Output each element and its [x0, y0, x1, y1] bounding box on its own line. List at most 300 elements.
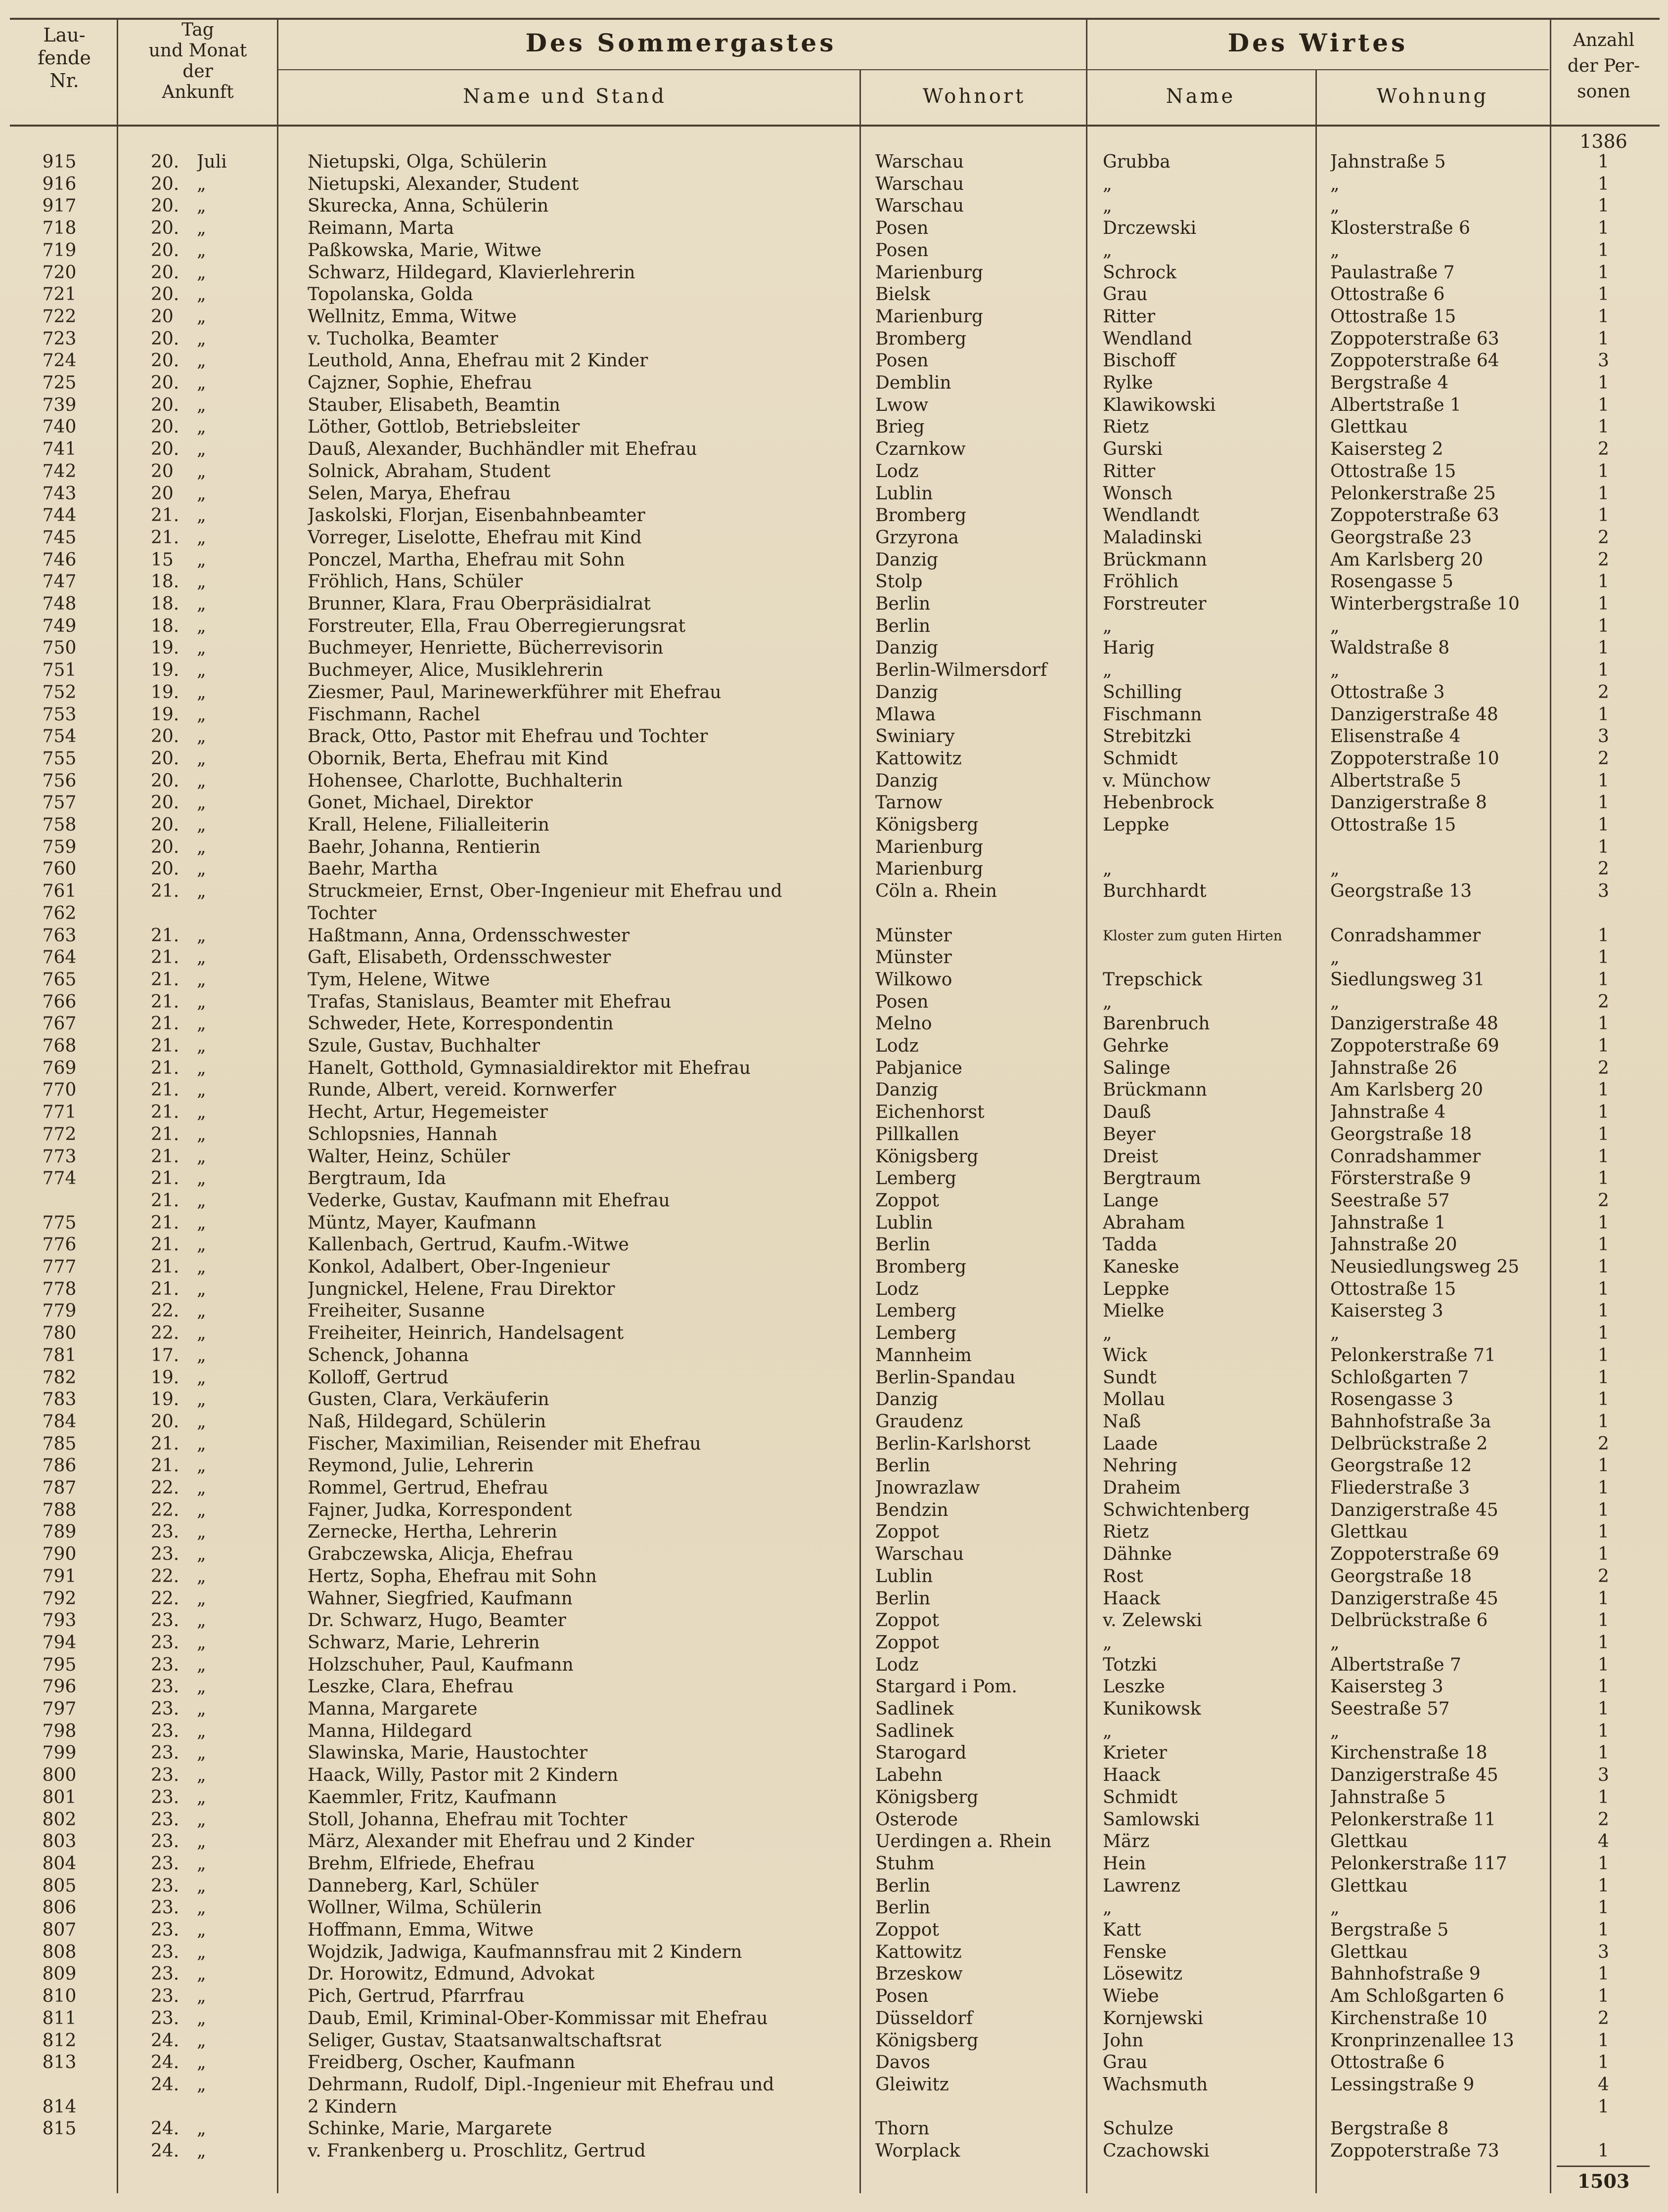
- table-row: [0, 1389, 1668, 1411]
- host-address: Albertstraße 1: [1330, 395, 1461, 415]
- host-name: Schrock: [1103, 263, 1176, 283]
- entry-number: 750: [42, 638, 77, 658]
- arrival-month: „: [197, 2052, 206, 2073]
- guest-residence: Tarnow: [875, 793, 943, 813]
- arrival-month: „: [197, 218, 206, 238]
- host-name: Katt: [1103, 1920, 1141, 1940]
- guest-name-status: Dr. Horowitz, Edmund, Advokat: [308, 1964, 595, 1984]
- host-address: „: [1330, 859, 1340, 879]
- arrival-month: „: [197, 1279, 206, 1299]
- host-address: Glettkau: [1330, 417, 1408, 437]
- guest-name-status: Schwarz, Marie, Lehrerin: [308, 1633, 540, 1653]
- person-count: 1: [1598, 1522, 1609, 1542]
- entry-number: 762: [42, 903, 77, 924]
- host-address: Seestraße 57: [1330, 1699, 1450, 1719]
- host-address: Jahnstraße 5: [1330, 1787, 1446, 1808]
- arrival-day: 21.: [151, 881, 180, 901]
- table-row: [0, 1013, 1668, 1035]
- arrival-month: „: [197, 1147, 206, 1167]
- guest-name-status: Gonet, Michael, Direktor: [308, 793, 533, 813]
- table-row: [0, 1787, 1668, 1809]
- person-count: 1: [1598, 970, 1609, 990]
- entry-number: 803: [42, 1831, 77, 1852]
- person-count: 3: [1598, 726, 1609, 747]
- arrival-month: „: [197, 837, 206, 857]
- person-count: 2: [1598, 1566, 1609, 1587]
- guest-name-status: Müntz, Mayer, Kaufmann: [308, 1213, 537, 1233]
- guest-name-status: Schwarz, Hildegard, Klavierlehrerin: [308, 263, 635, 283]
- arrival-month: „: [197, 1191, 206, 1211]
- guest-residence: Berlin: [875, 1235, 931, 1255]
- person-count: 1: [1598, 1854, 1609, 1874]
- entry-number: 780: [42, 1323, 77, 1343]
- guest-residence: Königsberg: [875, 1147, 979, 1167]
- host-name: Krieter: [1103, 1743, 1167, 1763]
- guest-name-status: Fajner, Judka, Korrespondent: [308, 1500, 572, 1520]
- person-count: 2: [1598, 859, 1609, 879]
- arrival-day: 20.: [151, 439, 180, 459]
- table-row: [0, 1942, 1668, 1963]
- guest-name-status: Löther, Gottlob, Betriebsleiter: [308, 417, 580, 437]
- guest-name-status: Fischer, Maximilian, Reisender mit Ehefrau: [308, 1434, 701, 1454]
- host-name: Brückmann: [1103, 550, 1207, 570]
- entry-number: 776: [42, 1235, 77, 1255]
- arrival-day: 23.: [151, 1920, 180, 1940]
- table-row: [0, 505, 1668, 527]
- table-row: [0, 1300, 1668, 1322]
- host-address: „: [1330, 174, 1340, 194]
- person-count: 1: [1598, 638, 1609, 658]
- guest-residence: Bielsk: [875, 284, 931, 305]
- host-name: John: [1103, 2031, 1144, 2051]
- arrival-day: 19.: [151, 682, 180, 703]
- arrival-day: 20.: [151, 174, 180, 194]
- col-host-name-header: Name: [1166, 85, 1236, 108]
- host-name: Harig: [1103, 638, 1155, 658]
- guest-name-status: Jaskolski, Florjan, Eisenbahnbeamter: [308, 505, 645, 526]
- arrival-month: „: [197, 196, 206, 216]
- host-address: Winterbergstraße 10: [1330, 594, 1520, 614]
- person-count: 1: [1598, 947, 1609, 968]
- guest-residence: Labehn: [875, 1765, 943, 1785]
- host-name: Leppke: [1103, 815, 1170, 835]
- table-row: [0, 1433, 1668, 1455]
- person-count: 1: [1598, 1721, 1609, 1741]
- host-address: Ottostraße 15: [1330, 815, 1456, 835]
- person-count: 2: [1598, 749, 1609, 769]
- arrival-month: „: [197, 1589, 206, 1609]
- table-row: [0, 1168, 1668, 1190]
- guest-residence: Posen: [875, 240, 929, 261]
- arrival-day: 15: [151, 550, 174, 570]
- arrival-month: „: [197, 638, 206, 658]
- table-row: [0, 1279, 1668, 1300]
- guest-name-status: Leszke, Clara, Ehefrau: [308, 1677, 514, 1697]
- table-row: [0, 637, 1668, 659]
- host-address: „: [1330, 616, 1340, 636]
- entry-number: 743: [42, 484, 77, 504]
- guest-name-status: Szule, Gustav, Buchhalter: [308, 1036, 540, 1056]
- entry-number: 793: [42, 1610, 77, 1631]
- guest-residence: Swiniary: [875, 726, 955, 747]
- person-count: 1: [1598, 1389, 1609, 1410]
- table-row: [0, 704, 1668, 726]
- guest-residence: Berlin: [875, 616, 931, 636]
- person-count: 3: [1598, 1942, 1609, 1962]
- guest-residence: Lodz: [875, 1655, 919, 1675]
- host-name: Gurski: [1103, 439, 1163, 459]
- guest-residence: Stolp: [875, 572, 923, 592]
- arrival-month: „: [197, 373, 206, 393]
- host-address: Ottostraße 6: [1330, 2052, 1445, 2073]
- arrival-month: „: [197, 1235, 206, 1255]
- guest-residence: Zoppot: [875, 1920, 939, 1940]
- table-row: [0, 1765, 1668, 1786]
- person-count: 1: [1598, 2052, 1609, 2073]
- entry-number: 758: [42, 815, 77, 835]
- guest-name-status: Danneberg, Karl, Schüler: [308, 1876, 539, 1896]
- host-address: Pelonkerstraße 11: [1330, 1810, 1496, 1830]
- entry-number: 740: [42, 417, 77, 437]
- host-name: „: [1103, 1898, 1112, 1918]
- host-name: Rietz: [1103, 417, 1149, 437]
- guest-name-status: Trafas, Stanislaus, Beamter mit Ehefrau: [308, 992, 672, 1012]
- host-name: Grau: [1103, 284, 1148, 305]
- table-row: [0, 682, 1668, 704]
- guest-name-status: Hohensee, Charlotte, Buchhalterin: [308, 771, 623, 791]
- guest-residence: Marienburg: [875, 859, 984, 879]
- table-row: [0, 593, 1668, 615]
- entry-number: 781: [42, 1345, 77, 1366]
- host-name: Schwichtenberg: [1103, 1500, 1250, 1520]
- arrival-day: 20.: [151, 793, 180, 813]
- guest-residence: Danzig: [875, 638, 939, 658]
- host-name: Ritter: [1103, 307, 1156, 327]
- person-count: 2: [1598, 550, 1609, 570]
- guest-name-status: Kaemmler, Fritz, Kaufmann: [308, 1787, 557, 1808]
- host-address: „: [1330, 196, 1340, 216]
- arrival-month: „: [197, 1854, 206, 1874]
- host-address: Rosengasse 5: [1330, 572, 1453, 592]
- arrival-month: „: [197, 1831, 206, 1852]
- arrival-day: 20.: [151, 373, 180, 393]
- guest-residence: Cöln a. Rhein: [875, 881, 997, 901]
- guest-name-status: Hoffmann, Emma, Witwe: [308, 1920, 534, 1940]
- table-row: [0, 1853, 1668, 1875]
- table-row: [0, 1809, 1668, 1831]
- guest-name-status: Wojdzik, Jadwiga, Kaufmannsfrau mit 2 Kindern: [308, 1942, 742, 1962]
- person-count: 1: [1598, 461, 1609, 482]
- person-count: 1: [1598, 660, 1609, 680]
- host-address: Albertstraße 5: [1330, 771, 1461, 791]
- entry-number: 725: [42, 373, 77, 393]
- guest-residence: Lodz: [875, 461, 919, 482]
- guest-residence: Lodz: [875, 1036, 919, 1056]
- person-count: 1: [1598, 1986, 1609, 2006]
- carry-over-count: 1386: [1579, 131, 1627, 152]
- arrival-day: 21.: [151, 947, 180, 968]
- guest-residence: Starogard: [875, 1743, 967, 1763]
- entry-number: 800: [42, 1765, 77, 1785]
- entry-number: 794: [42, 1633, 77, 1653]
- person-count: 1: [1598, 1876, 1609, 1896]
- guest-residence: Warschau: [875, 152, 964, 172]
- entry-number: 915: [42, 152, 77, 172]
- arrival-month: „: [197, 417, 206, 437]
- arrival-month: „: [197, 461, 206, 482]
- host-address: „: [1330, 1898, 1340, 1918]
- host-name: Samlowski: [1103, 1810, 1200, 1830]
- arrival-day: 20: [151, 461, 174, 482]
- arrival-day: 20: [151, 484, 174, 504]
- host-name: Sundt: [1103, 1368, 1157, 1388]
- guest-name-status: Rommel, Gertrud, Ehefrau: [308, 1478, 548, 1498]
- person-count: 2: [1598, 439, 1609, 459]
- arrival-month: „: [197, 307, 206, 327]
- arrival-day: 20.: [151, 196, 180, 216]
- guest-name-status: Forstreuter, Ella, Frau Oberregierungsrat: [308, 616, 686, 636]
- guest-residence: Thorn: [875, 2119, 930, 2139]
- person-count: 1: [1598, 152, 1609, 172]
- guest-name-status: Skurecka, Anna, Schülerin: [308, 196, 549, 216]
- table-row: [0, 439, 1668, 460]
- host-address: Schloßgarten 7: [1330, 1368, 1469, 1388]
- host-name: Schilling: [1103, 682, 1182, 703]
- guest-name-status: Brehm, Elfriede, Ehefrau: [308, 1854, 535, 1874]
- entry-number: 804: [42, 1854, 77, 1874]
- entry-number: 721: [42, 284, 77, 305]
- arrival-month: „: [197, 1876, 206, 1896]
- guest-name-status: Kallenbach, Gertrud, Kaufm.-Witwe: [308, 1235, 629, 1255]
- entry-number: 797: [42, 1699, 77, 1719]
- host-address: Ottostraße 15: [1330, 307, 1456, 327]
- col-count-header: Anzahl der Per- sonen: [1567, 30, 1640, 102]
- host-address: „: [1330, 660, 1340, 680]
- arrival-month: „: [197, 1434, 206, 1454]
- arrival-month: „: [197, 682, 206, 703]
- guest-name-status: Vederke, Gustav, Kaufmann mit Ehefrau: [308, 1191, 670, 1211]
- arrival-day: 18.: [151, 594, 180, 614]
- entry-number: 787: [42, 1478, 77, 1498]
- entry-number: 751: [42, 660, 77, 680]
- arrival-day: 23.: [151, 1810, 180, 1830]
- host-address: Georgstraße 18: [1330, 1124, 1472, 1145]
- guest-name-status: Cajzner, Sophie, Ehefrau: [308, 373, 532, 393]
- person-count: 1: [1598, 1080, 1609, 1100]
- guest-residence: Stargard i Pom.: [875, 1677, 1017, 1697]
- person-count: 1: [1598, 218, 1609, 238]
- arrival-month: Juli: [197, 152, 227, 172]
- guest-residence: Berlin: [875, 1456, 931, 1476]
- person-count: 1: [1598, 926, 1609, 946]
- table-row: [0, 549, 1668, 571]
- table-row: [0, 770, 1668, 792]
- arrival-month: „: [197, 2141, 206, 2161]
- arrival-month: „: [197, 528, 206, 548]
- arrival-day: 23.: [151, 1854, 180, 1874]
- host-address: Zoppoterstraße 10: [1330, 749, 1499, 769]
- entry-number: 814: [42, 2097, 77, 2117]
- guest-residence: Marienburg: [875, 837, 984, 857]
- entry-number: 771: [42, 1102, 77, 1122]
- person-count: 1: [1598, 1544, 1609, 1564]
- entry-number: 765: [42, 970, 77, 990]
- guest-name-status: Baehr, Johanna, Rentierin: [308, 837, 541, 857]
- host-name: Klawikowski: [1103, 395, 1216, 415]
- arrival-month: „: [197, 1301, 206, 1321]
- arrival-day: 21.: [151, 1168, 180, 1189]
- person-count: 1: [1598, 1168, 1609, 1189]
- table-row: [0, 262, 1668, 284]
- table-row: [0, 1521, 1668, 1543]
- arrival-month: „: [197, 1102, 206, 1122]
- table-row: [0, 2140, 1668, 2162]
- arrival-day: 23.: [151, 1787, 180, 1808]
- person-count: 1: [1598, 1124, 1609, 1145]
- person-count: 1: [1598, 484, 1609, 504]
- host-address: Delbrückstraße 6: [1330, 1610, 1488, 1631]
- host-name: „: [1103, 616, 1112, 636]
- guest-name-status: Buchmeyer, Alice, Musiklehrerin: [308, 660, 603, 680]
- table-row: [0, 748, 1668, 770]
- guest-name-status: Pich, Gertrud, Pfarrfrau: [308, 1986, 525, 2006]
- table-row: [0, 1588, 1668, 1610]
- arrival-month: „: [197, 1677, 206, 1697]
- person-count: 1: [1598, 1964, 1609, 1984]
- arrival-month: „: [197, 395, 206, 415]
- host-name: „: [1103, 240, 1112, 261]
- arrival-day: 21.: [151, 1058, 180, 1078]
- person-count: 2: [1598, 992, 1609, 1012]
- arrival-month: „: [197, 1522, 206, 1542]
- guest-residence: Mannheim: [875, 1345, 972, 1366]
- guest-name-status: Buchmeyer, Henriette, Bücherrevisorin: [308, 638, 664, 658]
- host-name: Leszke: [1103, 1677, 1165, 1697]
- host-name: Dauß: [1103, 1102, 1151, 1122]
- table-row: [0, 1058, 1668, 1079]
- guest-name-status: Schlopsnies, Hannah: [308, 1124, 497, 1145]
- col-nr-header: Lau- fende Nr.: [38, 24, 91, 91]
- person-count: 1: [1598, 1235, 1609, 1255]
- entry-number: 719: [42, 240, 77, 261]
- arrival-month: „: [197, 1721, 206, 1741]
- arrival-month: „: [197, 1168, 206, 1189]
- arrival-month: „: [197, 726, 206, 747]
- guest-name-status: Dehrmann, Rudolf, Dipl.-Ingenieur mit Ehefrau und: [308, 2075, 774, 2095]
- host-address: Rosengasse 3: [1330, 1389, 1453, 1410]
- entry-number: 769: [42, 1058, 77, 1078]
- guest-residence: Lemberg: [875, 1168, 956, 1189]
- person-count: 1: [1598, 2097, 1609, 2117]
- person-count: 1: [1598, 1699, 1609, 1719]
- host-address: Ottostraße 3: [1330, 682, 1445, 703]
- entry-number: 745: [42, 528, 77, 548]
- entry-number: 766: [42, 992, 77, 1012]
- arrival-day: 20.: [151, 284, 180, 305]
- host-address: Waldstraße 8: [1330, 638, 1450, 658]
- host-address: Zoppoterstraße 69: [1330, 1036, 1499, 1056]
- entry-number: 778: [42, 1279, 77, 1299]
- table-row: [0, 903, 1668, 925]
- host-address: Paulastraße 7: [1330, 263, 1455, 283]
- table-row: [0, 1411, 1668, 1433]
- guest-residence: Davos: [875, 2052, 930, 2073]
- arrival-month: „: [197, 815, 206, 835]
- entry-number: 763: [42, 926, 77, 946]
- arrival-month: „: [197, 1478, 206, 1498]
- guest-residence: Osterode: [875, 1810, 958, 1830]
- arrival-day: 18.: [151, 572, 180, 592]
- table-row: [0, 2008, 1668, 2030]
- host-name: Schmidt: [1103, 749, 1178, 769]
- entry-number: 783: [42, 1389, 77, 1410]
- host-address: Kaisersteg 2: [1330, 439, 1443, 459]
- arrival-day: 21.: [151, 1213, 180, 1233]
- guest-name-status: Leuthold, Anna, Ehefrau mit 2 Kinder: [308, 351, 648, 371]
- guest-name-status: Konkol, Adalbert, Ober-Ingenieur: [308, 1257, 610, 1277]
- host-address: Jahnstraße 5: [1330, 152, 1446, 172]
- entry-number: 790: [42, 1544, 77, 1564]
- header-mid-rule: [278, 69, 1549, 70]
- entry-number: 724: [42, 351, 77, 371]
- host-name: Drczewski: [1103, 218, 1197, 238]
- arrival-day: 20.: [151, 771, 180, 791]
- guest-name-status: Paßkowska, Marie, Witwe: [308, 240, 541, 261]
- table-row: [0, 395, 1668, 416]
- guest-residence: Berlin-Karlshorst: [875, 1434, 1031, 1454]
- arrival-month: „: [197, 947, 206, 968]
- host-address: Jahnstraße 4: [1330, 1102, 1446, 1122]
- arrival-month: „: [197, 1345, 206, 1366]
- host-address: „: [1330, 992, 1340, 1012]
- table-row: [0, 1146, 1668, 1168]
- table-row: [0, 1190, 1668, 1212]
- guest-residence: Worplack: [875, 2141, 960, 2161]
- guest-residence: Bromberg: [875, 1257, 967, 1277]
- arrival-month: „: [197, 1566, 206, 1587]
- person-count: 1: [1598, 837, 1609, 857]
- guest-name-status: v. Frankenberg u. Proschlitz, Gertrud: [308, 2141, 646, 2161]
- guest-name-status: 2 Kindern: [308, 2097, 397, 2117]
- host-address: „: [1330, 1323, 1340, 1343]
- host-name: Rietz: [1103, 1522, 1149, 1542]
- entry-number: 746: [42, 550, 77, 570]
- entry-number: 808: [42, 1942, 77, 1962]
- guest-residence: Warschau: [875, 196, 964, 216]
- guest-residence: Pillkallen: [875, 1124, 959, 1145]
- arrival-month: „: [197, 1036, 206, 1056]
- guest-residence: Münster: [875, 926, 952, 946]
- guest-name-status: Tym, Helene, Witwe: [308, 970, 490, 990]
- guest-residence: Jnowrazlaw: [875, 1478, 980, 1498]
- person-count: 1: [1598, 793, 1609, 813]
- table-row: [0, 1566, 1668, 1588]
- arrival-day: 23.: [151, 1655, 180, 1675]
- table-row: [0, 1897, 1668, 1919]
- table-row: [0, 372, 1668, 394]
- host-address: Elisenstraße 4: [1330, 726, 1461, 747]
- guest-name-status: Nietupski, Alexander, Student: [308, 174, 579, 194]
- arrival-day: 20.: [151, 1412, 180, 1432]
- entry-number: 801: [42, 1787, 77, 1808]
- host-name: Wachsmuth: [1103, 2075, 1208, 2095]
- guest-residence: Bromberg: [875, 329, 967, 349]
- table-row: [0, 1367, 1668, 1389]
- guest-residence: Czarnkow: [875, 439, 966, 459]
- person-count: 1: [1598, 771, 1609, 791]
- table-row: [0, 218, 1668, 239]
- host-name: Burchhardt: [1103, 881, 1207, 901]
